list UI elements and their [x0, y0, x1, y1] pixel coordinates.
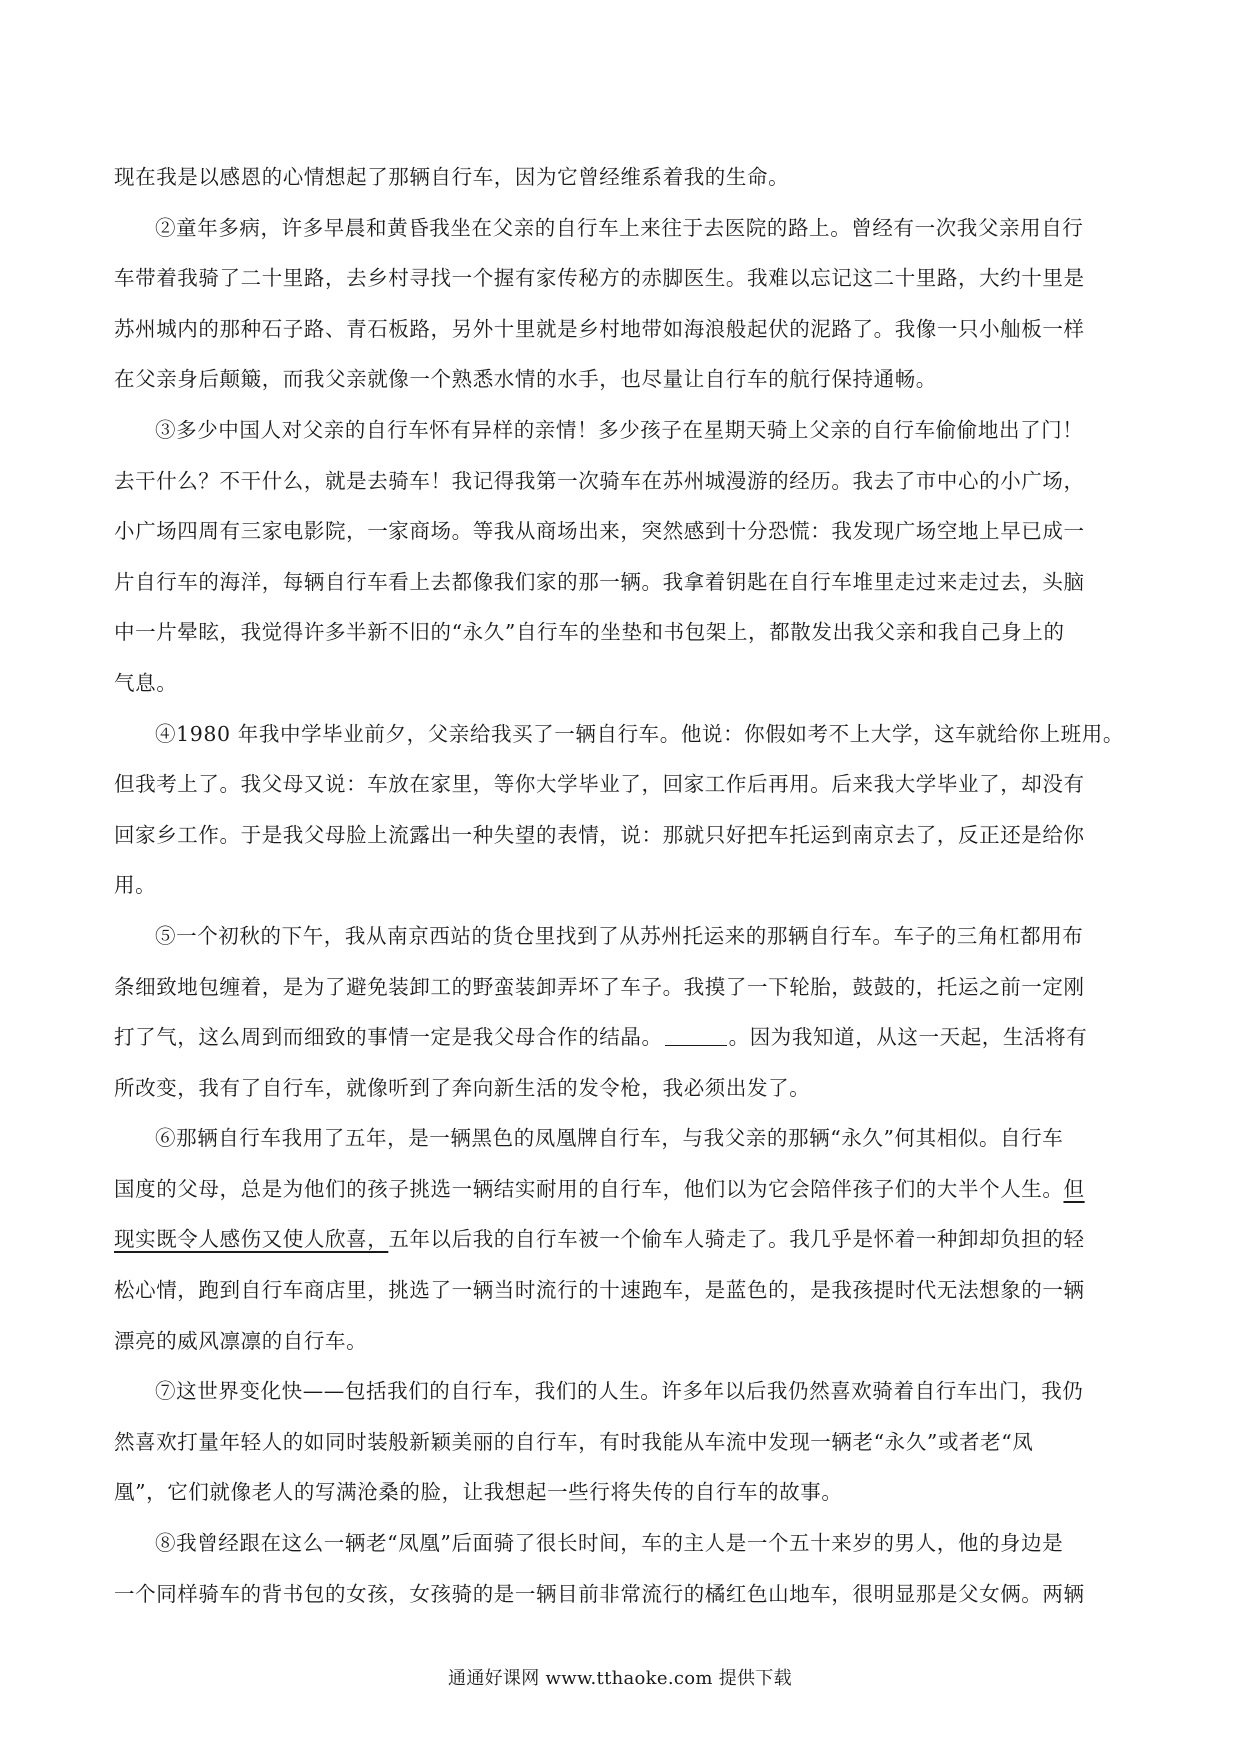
text-line: ⑧我曾经跟在这么一辆老“凤凰”后面骑了很长时间，车的主人是一个五十来岁的男人，他的身边是 [155, 1531, 1064, 1556]
text-before-blank: 打了气，这么周到而细致的事情一定是我父母合作的结晶。 [114, 1025, 663, 1050]
underlined-sentence-end: 现实既令人感伤又使人欣喜， [114, 1227, 389, 1252]
text-line: 中一片晕眩，我觉得许多半新不旧的“永久”自行车的坐垫和书包架上，都散发出我父亲和我自己身上的 [114, 620, 1065, 645]
text-line: 苏州城内的那种石子路、青石板路，另外十里就是乡村地带如海浪般起伏的泥路了。我像一只小舢板一样 [114, 316, 1085, 341]
text-line: ③多少中国人对父亲的自行车怀有异样的亲情！多少孩子在星期天骑上父亲的自行车偷偷地出了门！ [155, 417, 1084, 442]
text-line: ⑤一个初秋的下午，我从南京西站的货仓里找到了从苏州托运来的那辆自行车。车子的三角杠都用布 [155, 923, 1084, 948]
text-line: 在父亲身后颠簸，而我父亲就像一个熟悉水情的水手，也尽量让自行车的航行保持通畅。 [114, 367, 937, 392]
plain-text: 五年以后我的自行车被一个偷车人骑走了。我几乎是怀着一种卸却负担的轻 [388, 1227, 1085, 1252]
passage-text [114, 152, 1130, 1619]
text-line: ⑦这世界变化快——包括我们的自行车，我们的人生。许多年以后我仍然喜欢骑着自行车出门，我仍 [155, 1379, 1084, 1404]
text-line-underlined-start [114, 1214, 1130, 1265]
text-line: ②童年多病，许多早晨和黄昏我坐在父亲的自行车上来往于去医院的路上。曾经有一次我父亲用自行 [155, 215, 1084, 240]
text-line-underlined-end [114, 1164, 1130, 1215]
text-line: ④1980 年我中学毕业前夕，父亲给我买了一辆自行车。他说：你假如考不上大学，这车就给你上班用。 [155, 721, 1124, 746]
text-line: 回家乡工作。于是我父母脸上流露出一种失望的表情，说：那就只好把车托运到南京去了，反正还是给你 [114, 822, 1085, 847]
text-line: 气息。 [114, 670, 178, 695]
text-line: 车带着我骑了二十里路，去乡村寻找一个握有家传秘方的赤脚医生。我难以忘记这二十里路，大约十里是 [114, 266, 1085, 291]
plain-text: 国度的父母，总是为他们的孩子挑选一辆结实耐用的自行车，他们以为它会陪伴孩子们的大半个人生。 [114, 1176, 1064, 1201]
text-line: 现在我是以感恩的心情想起了那辆自行车，因为它曾经维系着我的生命。 [114, 165, 790, 189]
text-line: 去干什么？不干什么，就是去骑车！我记得我第一次骑车在苏州城漫游的经历。我去了市中心的小广场， [114, 468, 1085, 493]
text-after-blank: 。因为我知道，从这一天起，生活将有 [728, 1025, 1088, 1050]
text-line: 但我考上了。我父母又说：车放在家里，等你大学毕业了，回家工作后再用。后来我大学毕业了，却没有 [114, 772, 1085, 797]
text-line-with-blank [114, 1012, 1130, 1063]
page-footer: 通通好课网 www.tthaoke.com 提供下载 [448, 1668, 792, 1689]
text-line: 条细致地包缠着，是为了避免装卸工的野蛮装卸弄坏了车子。我摸了一下轮胎，鼓鼓的，托运之前一定刚 [114, 974, 1085, 999]
text-line: 然喜欢打量年轻人的如同时装般新颖美丽的自行车，有时我能从车流中发现一辆老“永久”或者老“凤 [114, 1429, 1034, 1454]
text-line: 漂亮的威风凛凛的自行车。 [114, 1328, 368, 1353]
text-line: 用。 [114, 873, 157, 898]
text-line: 小广场四周有三家电影院，一家商场。等我从商场出来，突然感到十分恐慌：我发现广场空地上早已成一 [114, 519, 1085, 544]
text-line: 凰”，它们就像老人的写满沧桑的脸，让我想起一些行将失传的自行车的故事。 [114, 1480, 843, 1505]
text-line: 片自行车的海洋，每辆自行车看上去都像我们家的那一辆。我拿着钥匙在自行车堆里走过来走过去，头脑 [114, 569, 1085, 594]
underlined-sentence-start: 但 [1063, 1176, 1085, 1201]
text-line: 一个同样骑车的背书包的女孩，女孩骑的是一辆目前非常流行的橘红色山地车，很明显那是父女俩。两辆 [114, 1581, 1085, 1606]
fill-in-blank [665, 1025, 727, 1046]
text-line: 所改变，我有了自行车，就像听到了奔向新生活的发令枪，我必须出发了。 [114, 1075, 811, 1100]
text-line: ⑥那辆自行车我用了五年，是一辆黑色的凤凰牌自行车，与我父亲的那辆“永久”何其相似。自行车 [155, 1126, 1064, 1151]
text-line: 松心情，跑到自行车商店里，挑选了一辆当时流行的十速跑车，是蓝色的，是我孩提时代无法想象的一辆 [114, 1278, 1085, 1303]
